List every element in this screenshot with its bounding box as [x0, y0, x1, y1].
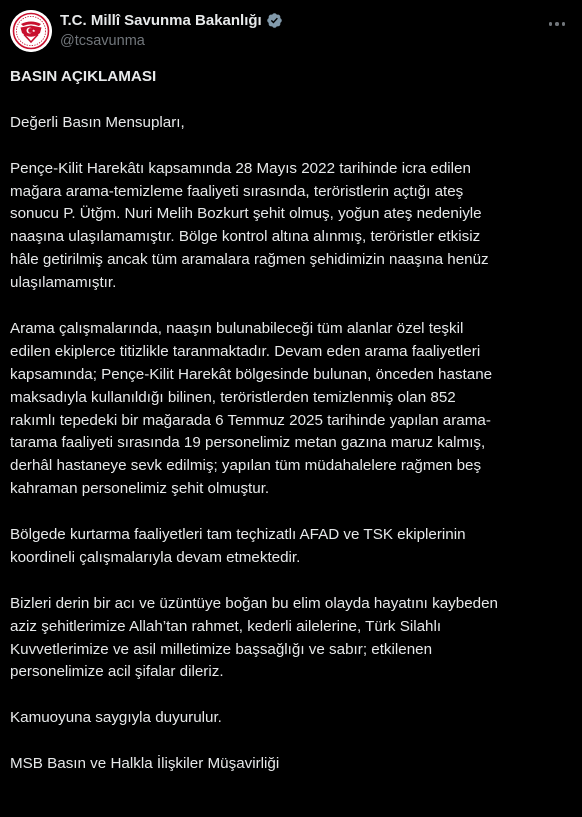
more-dot-icon — [549, 22, 553, 26]
tweet-header — [10, 10, 572, 54]
tweet-heading: BASIN AÇIKLAMASI — [10, 68, 157, 85]
tweet-signature: MSB Basın ve Halkla İlişkiler Müşavirliği — [10, 755, 280, 773]
more-options-button[interactable] — [546, 14, 568, 34]
more-dot-icon — [555, 22, 559, 26]
avatar[interactable] — [10, 10, 52, 52]
msb-emblem-icon — [10, 10, 52, 52]
verified-badge-icon — [266, 12, 283, 29]
name-row — [60, 12, 283, 29]
tweet-paragraph: Bizleri derin bir acı ve üzüntüye boğan bu elim olayda hayatını kaybeden aziz şehitlerimize Allah’tan rahmet, kederli ailelerine, Türk Silahlı Kuvvetlerimize ve asil milletimize başsağlığı ve sabır; etkilenen personelimize acil şifalar dileriz. — [10, 594, 498, 681]
account-handle[interactable]: @tcsavunma — [60, 33, 145, 49]
tweet-text — [10, 66, 572, 776]
tweet-paragraph: Arama çalışmalarında, naaşın bulunabileceği tüm alanlar özel teşkil edilen ekiplerce titizlikle taranmaktadır. Devam eden arama faaliyetleri kapsamında; Pençe-Kilit Harekât bölgesinde bulunan, önceden hastane maksadıyla kullanıldığı bilinen, teröristlerden temizlenmiş olan 852 rakımlı tepedeki bir mağarada 6 Temmuz 2025 tarihinde yapılan arama- tarama faaliyeti sırasında 19 personelimiz metan gazına maruz kalmış, derhâl hastaneye sevk edilmiş; yapılan tüm müdahalelere rağmen beş kahraman personelimiz şehit olmuştur. — [10, 319, 493, 498]
tweet-paragraph: Kamuoyuna saygıyla duyurulur. — [10, 709, 222, 727]
tweet-paragraph: Bölgede kurtarma faaliyetleri tam teçhizatlı AFAD ve TSK ekiplerinin koordineli çalışmalarıyla devam etmektedir. — [10, 526, 466, 566]
more-dot-icon — [562, 22, 566, 26]
tweet-paragraph: Pençe-Kilit Harekâtı kapsamında 28 Mayıs 2022 tarihinde icra edilen mağara arama-temizleme faaliyeti sırasında, teröristlerin açtığı ateş sonucu P. Ütğm. Nuri Melih Bozkurt şehit olmuş, yoğun ateş nedeniyle naaşına ulaşılamamıştır. Bölge kontrol altına alınmış, teröristler etkisiz hâle getirilmiş ancak tüm aramalara rağmen şehidimizin naaşına henüz ulaşılamamıştır. — [10, 159, 489, 292]
display-name[interactable]: T.C. Millî Savunma Bakanlığı — [60, 12, 262, 29]
tweet-paragraph: Değerli Basın Mensupları, — [10, 113, 185, 131]
